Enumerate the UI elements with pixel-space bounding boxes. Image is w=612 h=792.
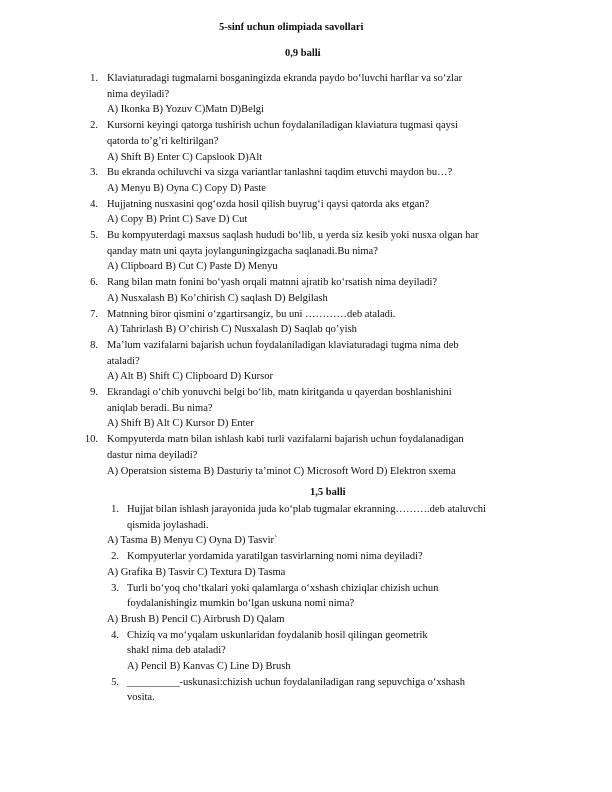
question-text-line: Klaviaturadagi tugmalarni bosganingizda ekranda paydo bo‘luvchi harflar va so‘zlar [107, 73, 463, 84]
question-number: 10. [84, 434, 98, 446]
question-number: 2. [90, 120, 98, 132]
answer-options: A) Grafika B) Tasvir C) Textura D) Tasma [107, 566, 286, 578]
question-text-line: __________-uskunasi:chizish uchun foydalaniladigan rang sepuvchiga o‘xshash [127, 676, 465, 688]
question-text-line: Matnning biror qismini o‘zgartirsangiz, bu uni …………deb ataladi. [107, 308, 396, 320]
question-text-line: Turli bo‘yoq cho‘tkalari yoki qalamlarga o‘xshash chiziqlar chizish uchun [127, 582, 439, 594]
question-number: 7. [90, 308, 98, 320]
question-text-line: dastur nima deyiladi? [107, 449, 198, 461]
answer-options: A) Clipboard B) Cut C) Paste D) Menyu [107, 261, 278, 273]
document-title: 5-sinf uchun olimpiada savollari [219, 22, 364, 33]
section1-heading: 0,9 balli [285, 48, 321, 59]
answer-options: A) Shift B) Alt C) Kursor D) Enter [107, 418, 254, 430]
answer-options: A) Menyu B) Oyna C) Copy D) Paste [107, 182, 266, 194]
question-text-line: Kursorni keyingi qatorga tushirish uchun foydalaniladigan klaviatura tugmasi qaysi [107, 120, 458, 132]
question-number: 9. [90, 387, 98, 398]
question-text-line: Hujjatning nusxasini qog‘ozda hosil qilish buyrug‘i qaysi qatorda aks etgan? [107, 198, 430, 210]
question-text-line: Bu ekranda ochiluvchi va sizga variantlar tanlashni taqdim etuvchi maydon bu…? [107, 167, 453, 179]
answer-options: A) Brush B) Pencil C) Airbrush D) Qalam [107, 613, 285, 625]
answer-options: A) Pencil B) Kanvas C) Line D) Brush [127, 661, 291, 672]
question-number: 4. [111, 629, 119, 641]
answer-options: A) Shift B) Enter C) Capslook D)Alt [107, 151, 263, 163]
question-number: 1. [90, 73, 98, 84]
question-text-line: Ekrandagi o‘chib yonuvchi belgi bo‘lib, matn kiritganda u qayerdan boshlanishini [107, 387, 452, 398]
answer-options: A) Tahrirlash B) O’chirish C) Nusxalash D) Saqlab qo’yish [107, 324, 357, 336]
answer-options: A) Alt B) Shift C) Clipboard D) Kursor [107, 371, 273, 383]
question-text-line: qatorda to’g’ri keltirilgan? [107, 135, 219, 147]
answer-options: A) Tasma B) Menyu C) Oyna D) Tasvir` [107, 535, 278, 547]
question-number: 4. [90, 198, 98, 210]
question-text-line: Chiziq va mo‘yqalam uskunlaridan foydalanib hosil qilingan geometrik [127, 629, 428, 641]
question-number: 8. [90, 339, 98, 351]
question-text-line: Rang bilan matn fonini bo‘yash orqali matnni ajratib ko‘rsatish nima deyiladi? [107, 277, 438, 289]
question-text-line: vosita. [127, 692, 155, 704]
question-number: 1. [111, 504, 119, 515]
answer-options: A) Operatsion sistema B) Dasturiy ta’minot C) Microsoft Word D) Elektron sxema [107, 465, 456, 477]
question-text-line: foydalanishingiz mumkin bo‘lgan uskuna nomi nima? [127, 598, 355, 610]
question-number: 6. [90, 277, 98, 289]
question-number: 5. [111, 676, 119, 688]
question-text-line: Ma’lum vazifalarni bajarish uchun foydalaniladigan klaviaturadagi tugma nima deb [107, 339, 459, 351]
section2-heading: 1,5 balli [310, 487, 346, 498]
question-number: 3. [111, 582, 119, 594]
question-text-line: aniqlab beradi. Bu nima? [107, 402, 213, 414]
question-text-line: nima deyiladi? [107, 88, 170, 100]
question-text-line: Bu kompyuterdagi maxsus saqlash hududi bo‘lib, u yerda siz kesib yoki nusxa olgan har [107, 230, 479, 241]
answer-options: A) Ikonka B) Yozuv C)Matn D)Belgi [107, 104, 264, 116]
question-text-line: Hujjat bilan ishlash jarayonida juda ko‘plab tugmalar ekranning……….deb ataluvchi [127, 504, 486, 515]
question-text-line: qanday matn uni qayta joylanguningizgacha saqlanadi.Bu nima? [107, 245, 378, 257]
question-text-line: Kompyuterda matn bilan ishlash kabi turli vazifalarni bajarish uchun foydalanadigan [107, 434, 464, 446]
question-number: 2. [111, 551, 119, 563]
question-number: 5. [90, 230, 98, 241]
answer-options: A) Copy B) Print C) Save D) Cut [107, 214, 248, 226]
question-text-line: qismida joylashadi. [127, 519, 209, 531]
question-text-line: Kompyuterlar yordamida yaratilgan tasvirlarning nomi nima deyiladi? [127, 551, 423, 563]
question-number: 3. [90, 167, 98, 179]
question-text-line: shakl nima deb ataladi? [127, 645, 226, 657]
question-text-line: ataladi? [107, 355, 140, 367]
answer-options: A) Nusxalash B) Ko’chirish C) saqlash D) Belgilash [107, 292, 328, 304]
